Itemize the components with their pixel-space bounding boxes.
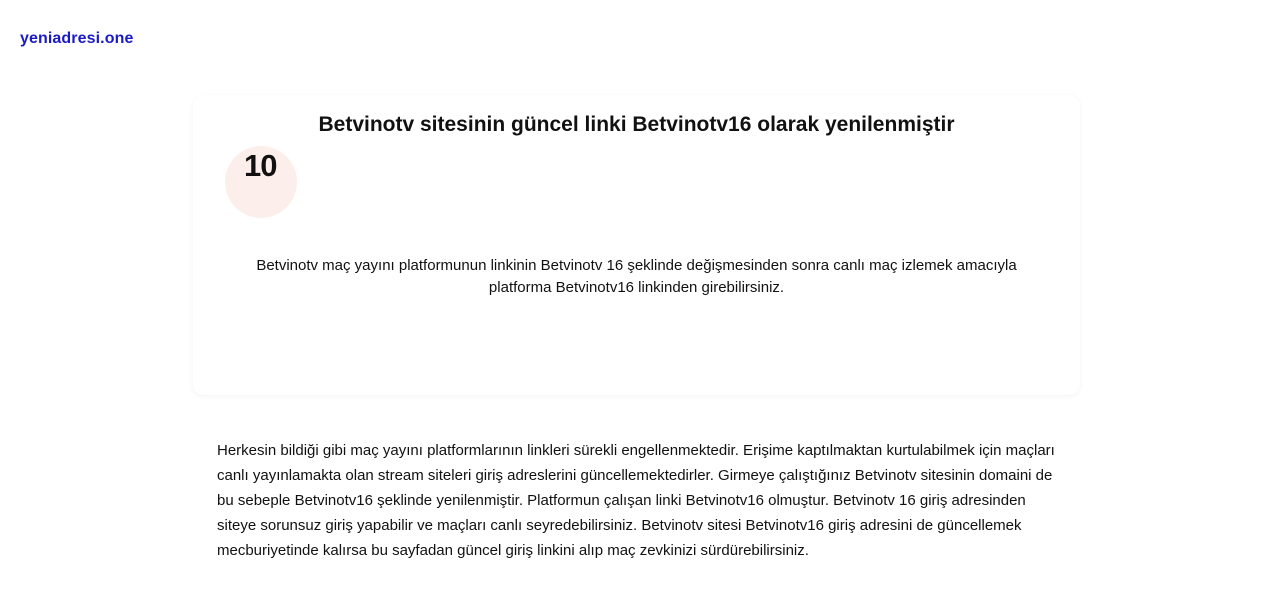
info-card <box>193 95 1080 395</box>
card-title: Betvinotv sitesinin güncel linki Betvinotv16 olarak yenilenmiştir <box>318 113 955 136</box>
card-description: Betvinotv maç yayını platformunun linkinin Betvinotv 16 şeklinde değişmesinden sonra canlı maç izlemek amacıyla platforma Betvinotv16 linkinden girebilirsiniz. <box>256 257 1017 296</box>
site-logo-link[interactable]: yeniadresi.one <box>20 30 134 47</box>
article-paragraph: Herkesin bildiği gibi maç yayını platformlarının linkleri sürekli engellenmektedir. Erişime kaptılmaktan kurtulabilmek için maçları canlı yayınlamakta olan stream siteleri giriş adreslerini güncellemektedirler. Girmeye çalıştığınız Betvinotv sitesinin domaini de bu sebeple Betvinotv16 şeklinde yenilenmiştir. Platformun çalışan linki Betvinotv16 olmuştur. Betvinotv 16 giriş adresinden siteye sorunsuz giriş yapabilir ve maçları canlı seyredebilirsiniz. Betvinotv sitesi Betvinotv16 giriş adresini de güncellemek mecburiyetinde kalırsa bu sayfadan güncel giriş linkini alıp maç zevkinizi sürdürebilirsiniz. <box>217 442 1055 559</box>
number-badge <box>225 146 297 218</box>
badge-number: 10 <box>244 148 277 183</box>
